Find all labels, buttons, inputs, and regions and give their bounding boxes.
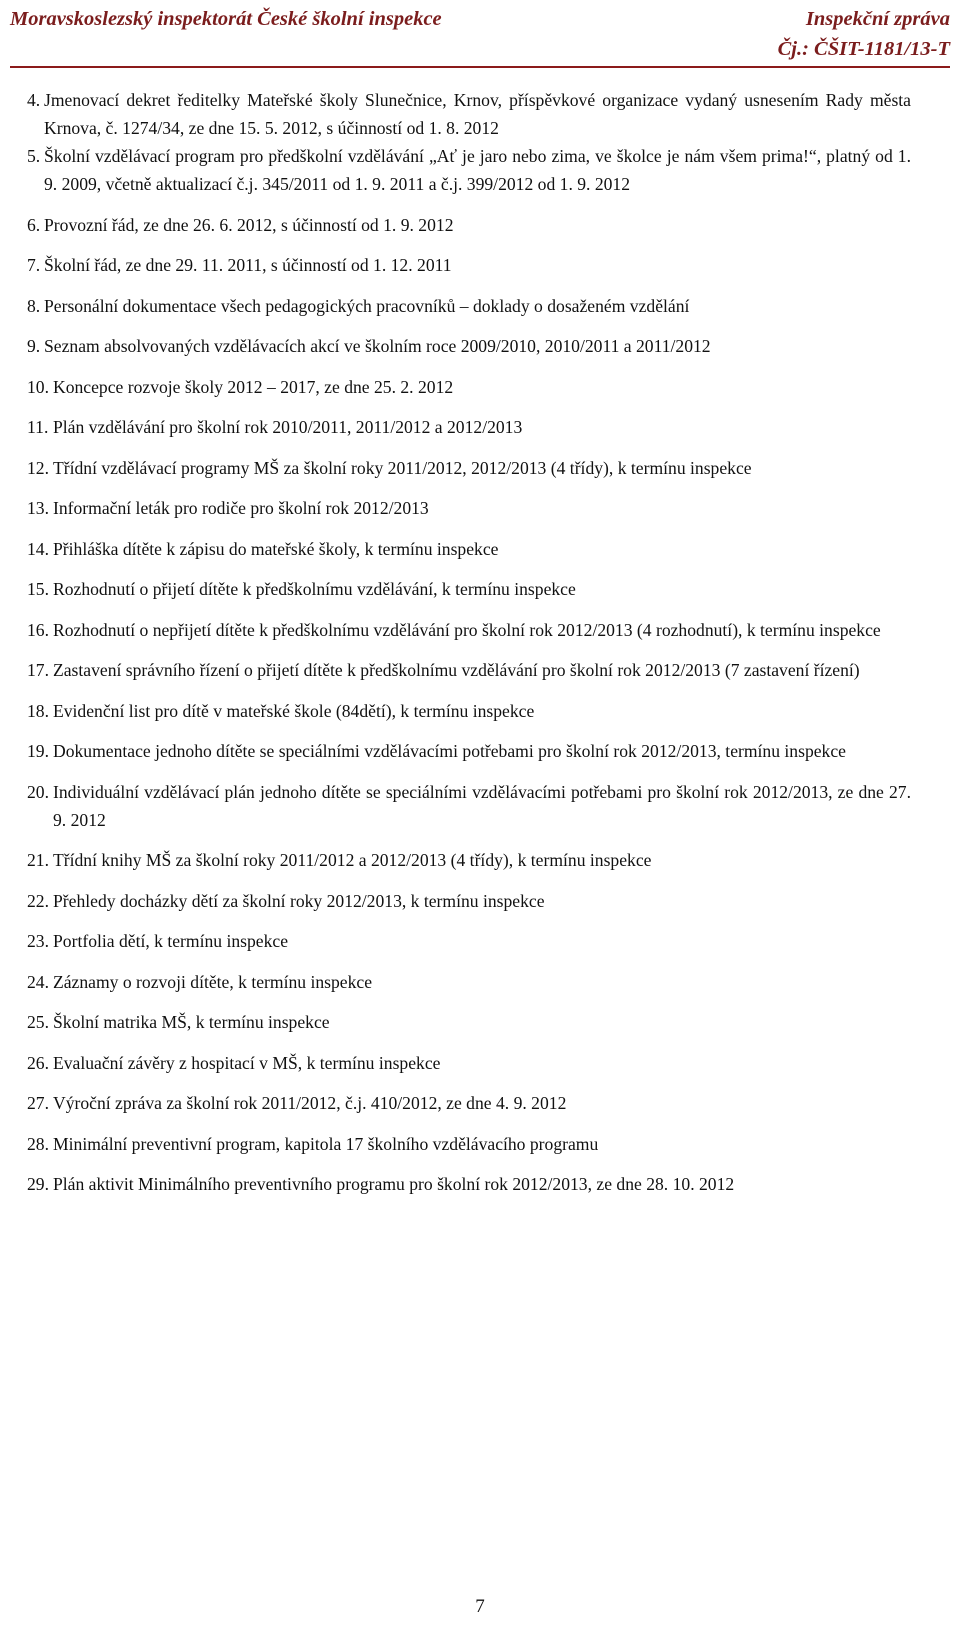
item-number: 7.: [27, 255, 41, 275]
list-item: [27, 454, 911, 482]
list-item: [27, 535, 911, 563]
item-number: 17.: [27, 660, 49, 680]
item-text: Třídní knihy MŠ za školní roky 2011/2012 a 2012/2013 (4 třídy), k termínu inspekce: [53, 850, 652, 870]
item-number: 8.: [27, 295, 41, 316]
item-number: 13.: [27, 498, 49, 518]
list-item: [27, 494, 911, 522]
list-item: [27, 575, 911, 603]
list-item: [27, 292, 911, 320]
item-text: Individuální vzdělávací plán jednoho dítěte se speciálními vzdělávacími potřebami pro školní rok 2012/2013, ze dne 27. 9. 2012: [53, 781, 911, 830]
item-text: Přihláška dítěte k zápisu do mateřské školy, k termínu inspekce: [53, 538, 499, 559]
item-text: Dokumentace jednoho dítěte se speciálními vzdělávacími potřebami pro školní rok 2012/2013, termínu inspekce: [53, 741, 846, 761]
list-item: [27, 373, 911, 401]
item-number: 4.: [27, 90, 41, 110]
list-item: [27, 142, 911, 198]
item-text: Plán aktivit Minimálního preventivního programu pro školní rok 2012/2013, ze dne 28. 10. 2012: [53, 1174, 735, 1194]
item-number: 21.: [27, 850, 49, 870]
item-text: Minimální preventivní program, kapitola 17 školního vzdělávacího programu: [53, 1133, 599, 1154]
item-number: 19.: [27, 741, 49, 761]
item-text: Portfolia dětí, k termínu inspekce: [53, 931, 289, 951]
list-item: [27, 778, 911, 834]
list-item: [27, 737, 911, 765]
item-text: Školní matrika MŠ, k termínu inspekce: [53, 1012, 330, 1032]
list-item: [27, 1049, 911, 1077]
item-text: Evidenční list pro dítě v mateřské škole (84dětí), k termínu inspekce: [53, 700, 535, 721]
reference-number: Čj.: ČŠIT-1181/13-T: [777, 38, 950, 60]
list-item: [27, 616, 911, 644]
item-number: 12.: [27, 457, 49, 478]
item-text: Školní řád, ze dne 29. 11. 2011, s účinností od 1. 12. 2011: [44, 255, 452, 275]
item-text: Informační leták pro rodiče pro školní rok 2012/2013: [53, 498, 429, 518]
item-number: 28.: [27, 1133, 49, 1154]
item-text: Provozní řád, ze dne 26. 6. 2012, s účinností od 1. 9. 2012: [44, 214, 454, 235]
list-item: [27, 1130, 911, 1158]
item-number: 27.: [27, 1093, 49, 1113]
item-text: Výroční zpráva za školní rok 2011/2012, č.j. 410/2012, ze dne 4. 9. 2012: [53, 1093, 567, 1113]
list-item: [27, 86, 911, 142]
item-text: Jmenovací dekret ředitelky Mateřské školy Slunečnice, Krnov, příspěvkové organizace vydaný usnesením Rady města Krnova, č. 1274/34, ze dne 15. 5. 2012, s účinností od 1. 8. 2012: [44, 90, 911, 138]
list-item: [27, 211, 911, 239]
list-item: [27, 332, 911, 360]
list-item: [27, 1170, 911, 1198]
inspectorate-name: Moravskoslezský inspektorát České školní inspekce: [10, 8, 442, 30]
page-number: 7: [475, 1596, 485, 1617]
item-text: Plán vzdělávání pro školní rok 2010/2011, 2011/2012 a 2012/2013: [53, 417, 523, 437]
item-number: 10.: [27, 376, 49, 397]
document-list: [27, 86, 911, 1211]
item-text: Zastavení správního řízení o přijetí dítěte k předškolnímu vzdělávání pro školní rok 2012/2013 (7 zastavení řízení): [53, 660, 860, 680]
item-number: 9.: [27, 336, 41, 356]
list-item: [27, 1008, 911, 1036]
item-number: 26.: [27, 1052, 49, 1073]
list-item: [27, 413, 911, 441]
item-number: 18.: [27, 700, 49, 721]
item-number: 6.: [27, 214, 41, 235]
item-number: 25.: [27, 1012, 49, 1032]
item-number: 5.: [27, 146, 41, 166]
item-number: 20.: [27, 781, 49, 802]
item-text: Personální dokumentace všech pedagogických pracovníků – doklady o dosaženém vzdělání: [44, 295, 690, 316]
item-number: 16.: [27, 619, 49, 640]
item-number: 24.: [27, 971, 49, 992]
list-item: [27, 656, 911, 684]
item-text: Rozhodnutí o nepřijetí dítěte k předškolnímu vzdělávání pro školní rok 2012/2013 (4 rozhodnutí), k termínu inspekce: [53, 619, 881, 640]
item-text: Rozhodnutí o přijetí dítěte k předškolnímu vzdělávání, k termínu inspekce: [53, 579, 576, 599]
item-number: 15.: [27, 579, 49, 599]
item-number: 29.: [27, 1174, 49, 1194]
item-number: 11.: [27, 417, 49, 437]
item-text: Koncepce rozvoje školy 2012 – 2017, ze dne 25. 2. 2012: [53, 376, 454, 397]
item-text: Třídní vzdělávací programy MŠ za školní roky 2011/2012, 2012/2013 (4 třídy), k termínu inspekce: [53, 457, 752, 478]
list-item: [27, 887, 911, 915]
list-item: [27, 697, 911, 725]
item-number: 14.: [27, 538, 49, 559]
page-header: [10, 4, 950, 68]
report-title: Inspekční zpráva: [805, 8, 950, 30]
list-item: [27, 927, 911, 955]
item-text: Přehledy docházky dětí za školní roky 2012/2013, k termínu inspekce: [53, 890, 545, 911]
list-item: [27, 846, 911, 874]
item-text: Evaluační závěry z hospitací v MŠ, k termínu inspekce: [53, 1052, 441, 1073]
item-text: Seznam absolvovaných vzdělávacích akcí ve školním roce 2009/2010, 2010/2011 a 2011/2012: [44, 336, 711, 356]
list-item: [27, 1089, 911, 1117]
item-text: Školní vzdělávací program pro předškolní vzdělávání „Ať je jaro nebo zima, ve školce je nám všem prima!“, platný od 1. 9. 2009, včetně aktualizací č.j. 345/2011 od 1. 9. 2011 a č.j. 399/2012 od 1. 9. 2012: [44, 146, 911, 194]
list-item: [27, 251, 911, 279]
list-item: [27, 968, 911, 996]
item-number: 22.: [27, 890, 49, 911]
item-text: Záznamy o rozvoji dítěte, k termínu inspekce: [53, 971, 373, 992]
item-number: 23.: [27, 931, 49, 951]
